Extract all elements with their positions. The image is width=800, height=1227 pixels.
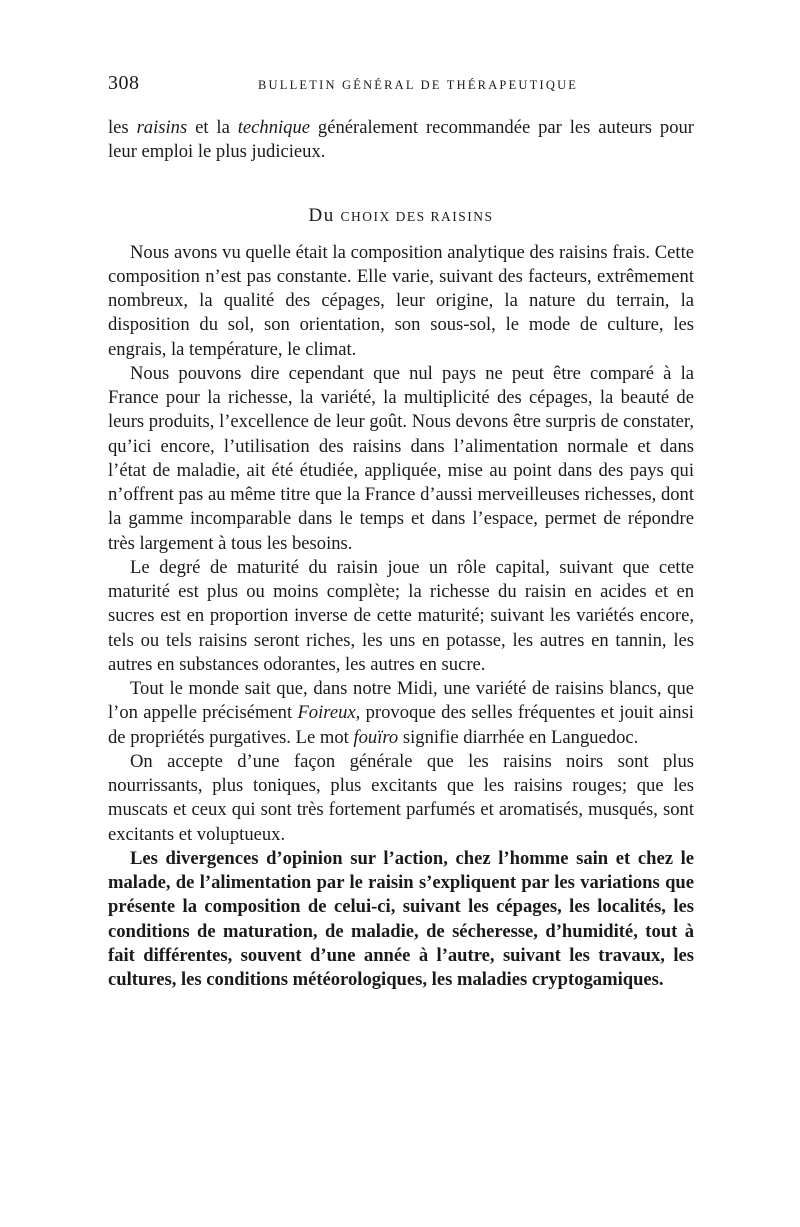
book-page [108,72,694,992]
paragraph-raisins-noirs: On accepte d’une façon générale que les raisins noirs sont plus nourrissants, plus toniques, plus excitants que les raisins rouges; que les muscats et ceux qui sont très fortement parfumés et aromatisés, musqués, sont excitants et voluptueux. [108,750,694,845]
paragraph-midi: Tout le monde sait que, dans notre Midi, une variété de raisins blancs, que l’on appelle précisément Foireux, provoque des selles fréquentes et jouit ainsi de propriétés purgatives. Le mot fouïro signifie diarrhée en Languedoc. [108,678,694,748]
emphasis-raisins: raisins [136,117,188,138]
page-header [108,72,694,102]
running-head: BULLETIN GÉNÉRAL DE THÉRAPEUTIQUE [258,78,579,92]
paragraph-maturite: Le degré de maturité du raisin joue un rôle capital, suivant que cette maturité est plus ou moins complète; la richesse du raisin en acides et en sucres est en proportion inverse de cette maturité; suivant les variétés encore, tels ou tels raisins seront riches, les uns en potasse, les autres en tannin, les autres en substances odorantes, les autres en sucre. [108,556,694,675]
page-body [108,116,694,992]
paragraph-divergences: Les divergences d’opinion sur l’action, chez l’homme sain et chez le malade, de l’alimentation par le raisin s’expliquent par les variations que présente la composition de celui-ci, suivant les cépages, les localités, les conditions de maturation, de maladie, de sécheresse, d’humidité, tout à fait différentes, souvent d’une année à l’autre, suivant les travaux, les cultures, les conditions météorologiques, les maladies cryptogamiques. [108,847,694,990]
page-number: 308 [108,72,140,94]
section-heading-rest: CHOIX DES RAISINS [340,208,494,224]
emphasis-fouiro: fouïro [353,726,399,748]
emphasis-technique: technique [237,117,311,138]
paragraph-composition: Nous avons vu quelle était la composition analytique des raisins frais. Cette composition n’est pas constante. Elle varie, suivant des facteurs, extrêmement nombreux, la qualité des cépages, leur origine, la nature du terrain, la disposition du sol, son orientation, son sous-sol, le mode de culture, les engrais, la température, le climat. [108,241,694,360]
paragraph-france: Nous pouvons dire cependant que nul pays ne peut être comparé à la France pour la richesse, la variété, la multiplicité des cépages, la beauté de leurs produits, l’excellence de leur goût. Nous devons être surpris de constater, qu’ici encore, l’utilisation des raisins dans l’alimentation normale et dans l’état de maladie, ait été étudiée, appliquée, mise au point dans des pays qui n’offrent pas au même titre que la France d’aussi merveilleuses richesses, dont la gamme incomparable dans le temps et dans l’espace, permet de répondre très largement à tous les besoins. [108,362,694,554]
emphasis-foireux: Foireux, [297,702,361,724]
section-heading-initial: Du [308,204,335,226]
intro-paragraph: les raisins et la technique généralement recommandée par les auteurs pour leur emploi le plus judicieux. [108,117,694,163]
section-heading [108,205,694,227]
